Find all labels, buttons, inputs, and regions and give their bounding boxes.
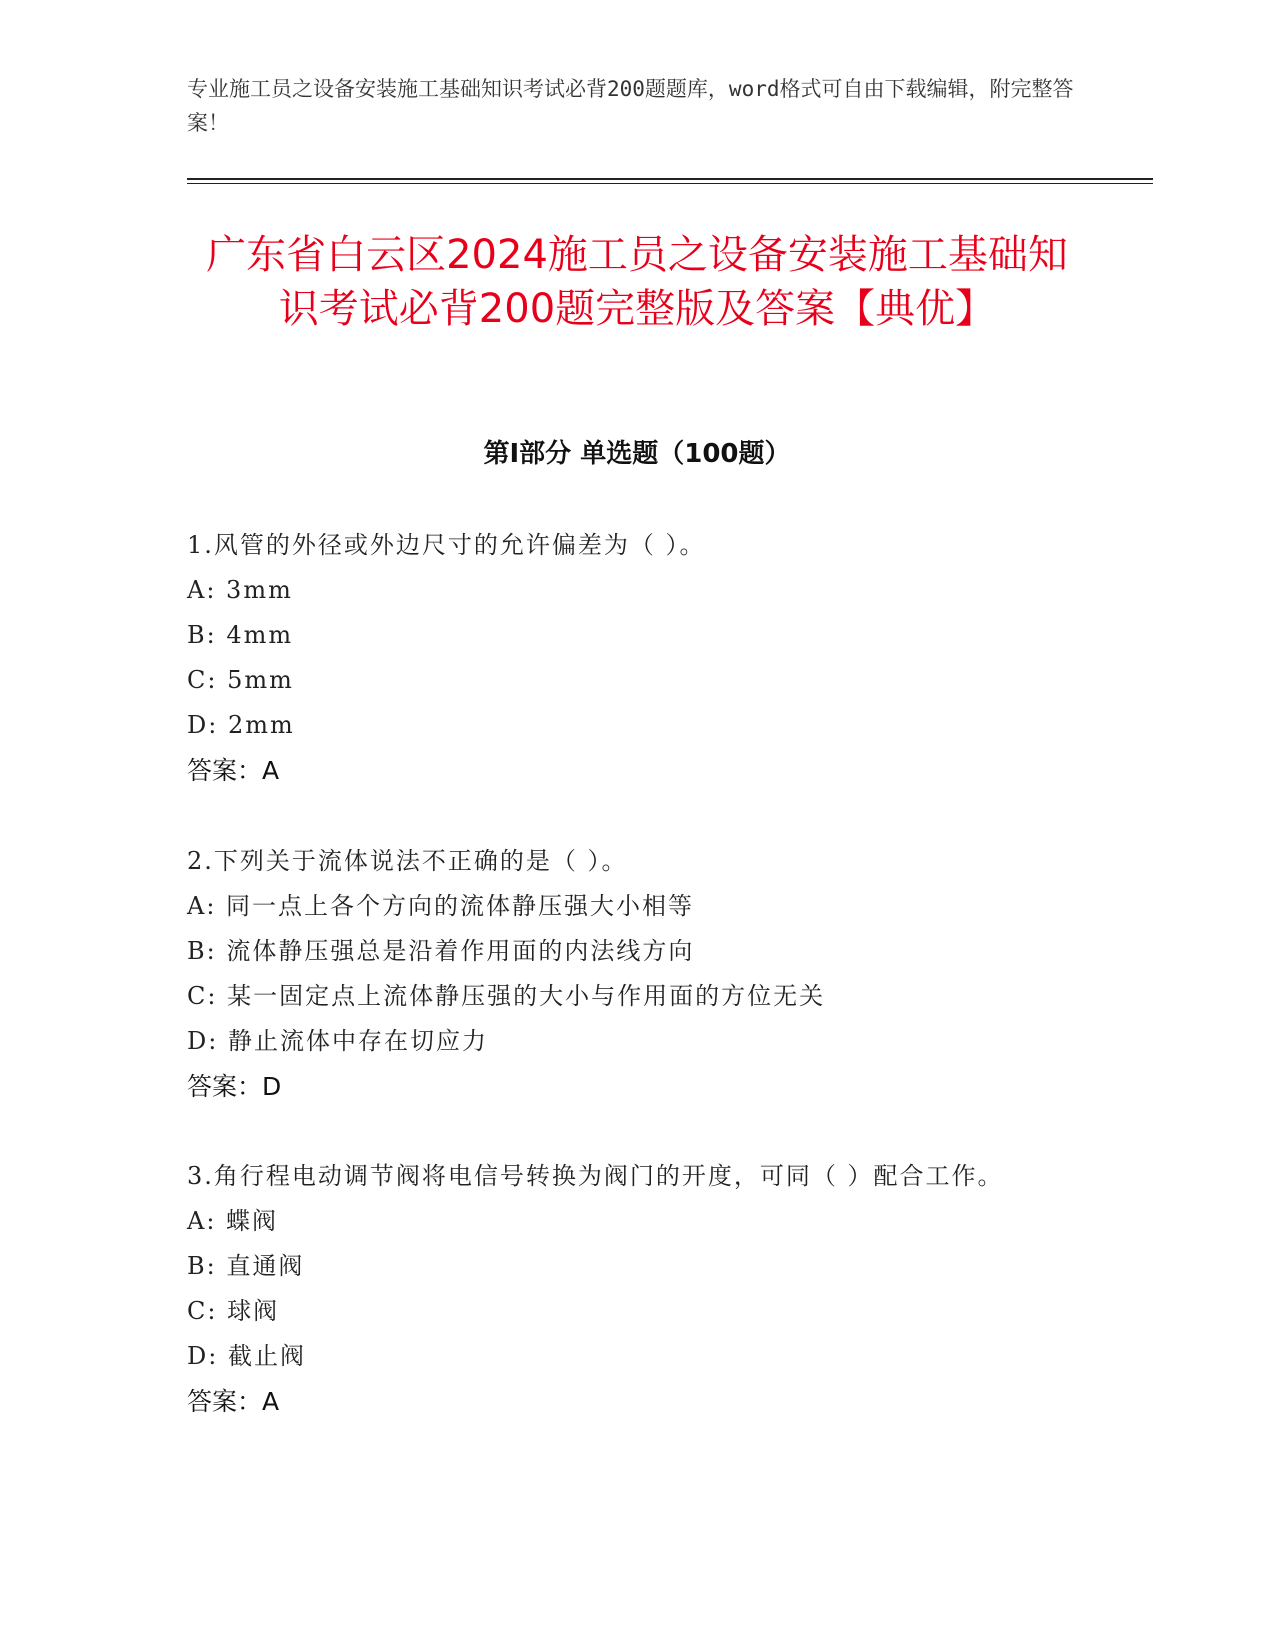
section-title: 第I部分 单选题（100题） — [483, 439, 791, 469]
option-c: C: 球阀 — [187, 1297, 280, 1325]
document-title: 广东省白云区2024施工员之设备安装施工基础知识考试必背200题完整版及答案【典优】 — [206, 232, 1068, 332]
answer-label: 答案：A — [187, 756, 280, 785]
option-a: A: 蝶阀 — [187, 1207, 279, 1235]
question-2 — [187, 838, 1087, 1109]
option-a: A: 3mm — [187, 576, 293, 604]
option-c: C: 5mm — [187, 666, 294, 694]
option-c: C: 某一固定点上流体静压强的大小与作用面的方位无关 — [187, 982, 826, 1010]
question-stem: 3.角行程电动调节阀将电信号转换为阀门的开度，可同（ ）配合工作。 — [187, 1162, 1004, 1190]
header-note: 专业施工员之设备安装施工基础知识考试必背200题题库，word格式可自由下载编辑，附完整答案！ — [187, 77, 1074, 135]
question-3 — [187, 1153, 1087, 1424]
option-d: D: 静止流体中存在切应力 — [187, 1027, 488, 1055]
option-b: B: 直通阀 — [187, 1252, 305, 1280]
answer-label: 答案：D — [187, 1072, 282, 1101]
question-stem: 1.风管的外径或外边尺寸的允许偏差为（ ）。 — [187, 531, 706, 559]
header-divider-thick — [187, 178, 1153, 180]
option-b: B: 流体静压强总是沿着作用面的内法线方向 — [187, 937, 695, 965]
option-b: B: 4mm — [187, 621, 294, 649]
header-divider-thin — [187, 183, 1153, 184]
option-d: D: 截止阀 — [187, 1342, 306, 1370]
option-a: A: 同一点上各个方向的流体静压强大小相等 — [187, 892, 695, 920]
question-stem: 2.下列关于流体说法不正确的是（ ）。 — [187, 847, 628, 875]
answer-label: 答案：A — [187, 1387, 280, 1416]
question-1 — [187, 522, 1087, 793]
option-d: D: 2mm — [187, 711, 295, 739]
